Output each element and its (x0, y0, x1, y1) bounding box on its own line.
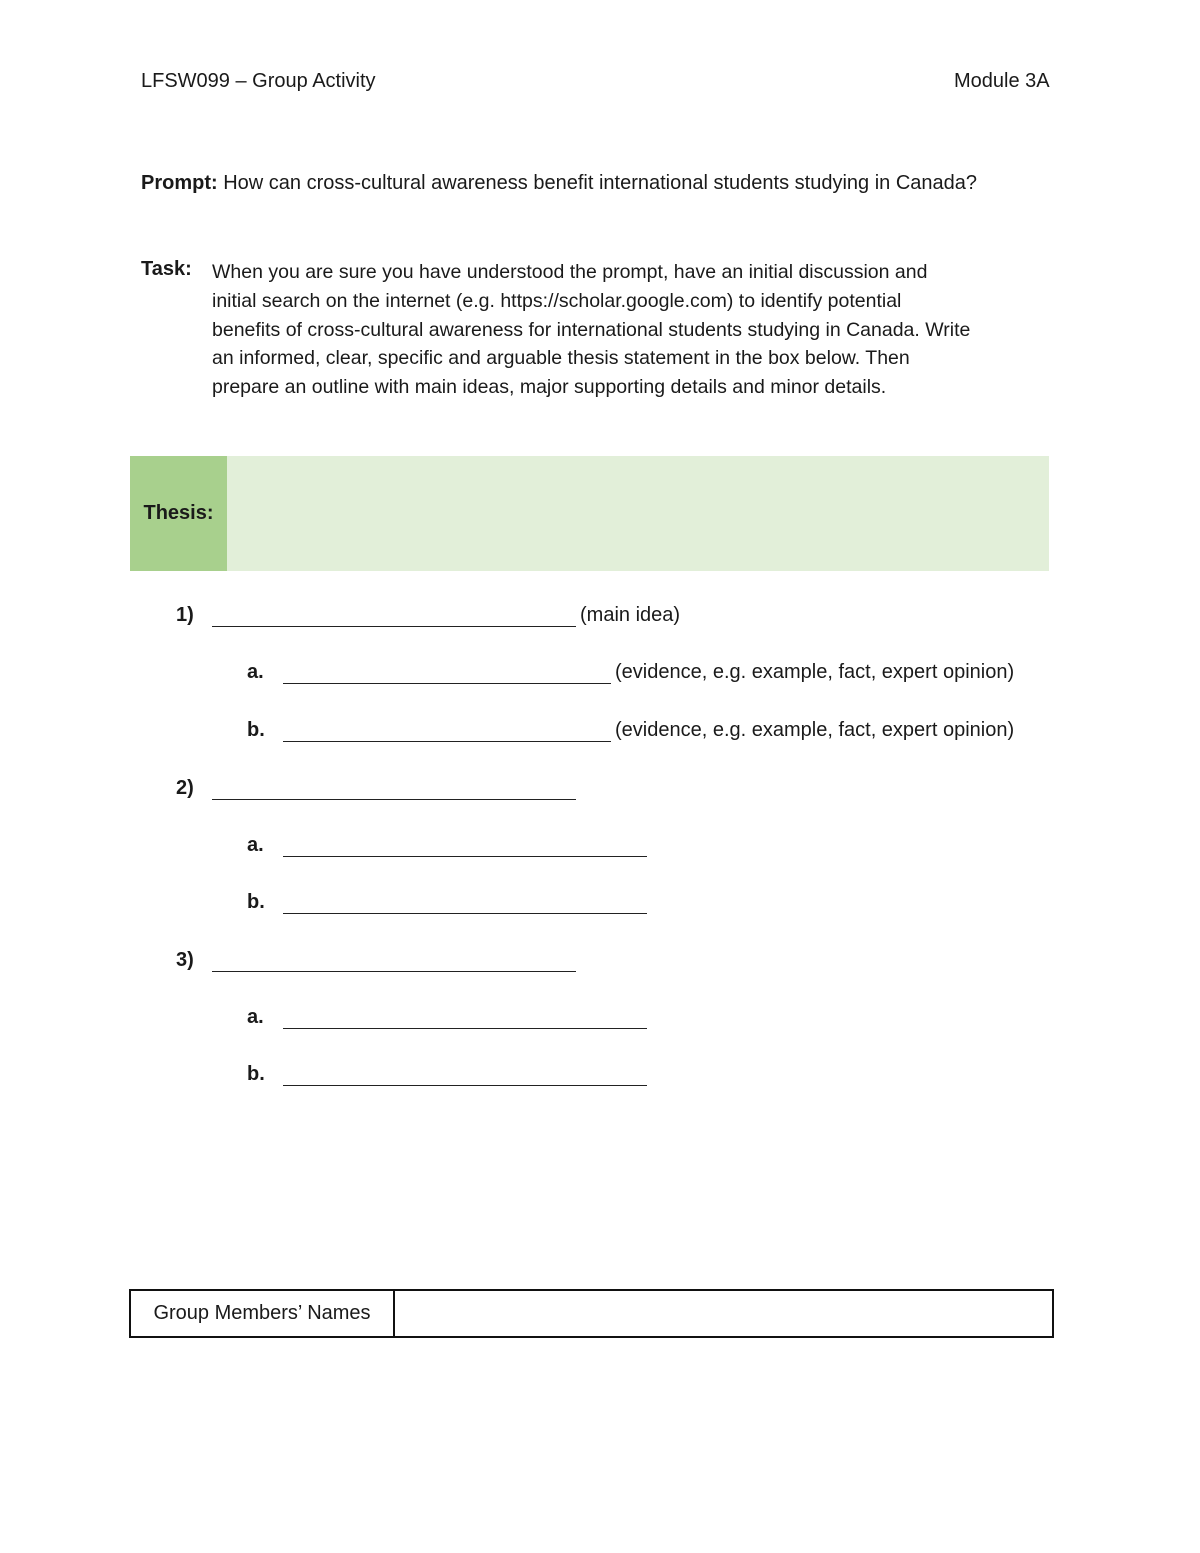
outline-item-number: 1) (176, 604, 194, 626)
task-line: prepare an outline with main ideas, major supporting details and minor details. (212, 376, 887, 399)
prompt-label: Prompt: (141, 172, 218, 194)
outline-main-idea-blank[interactable] (212, 971, 576, 972)
outline-sub-note: (evidence, e.g. example, fact, expert opinion) (615, 719, 1015, 741)
header-course-title: LFSW099 – Group Activity (141, 70, 376, 92)
thesis-label: Thesis: (130, 456, 227, 571)
outline-sub-letter: b. (247, 1063, 265, 1085)
outline-item-note: (main idea) (580, 604, 681, 626)
prompt-text: How can cross-cultural awareness benefit international students studying in Canada? (223, 172, 977, 194)
task-line: an informed, clear, specific and arguable thesis statement in the box below. Then (212, 347, 910, 370)
header-module: Module 3A (954, 70, 1050, 92)
task-line: initial search on the internet (e.g. https://scholar.google.com) to identify potential (212, 289, 902, 312)
outline-sub-letter: b. (247, 891, 265, 913)
thesis-field[interactable] (227, 456, 1049, 571)
group-members-field[interactable] (395, 1291, 1052, 1336)
outline-main-idea-blank[interactable] (212, 799, 576, 800)
outline-sub-letter: a. (247, 834, 264, 856)
outline-evidence-blank[interactable] (283, 856, 647, 857)
task-label: Task: (141, 258, 192, 280)
outline-sub-letter: b. (247, 719, 265, 741)
prompt (141, 172, 977, 195)
outline-item-number: 3) (176, 949, 194, 971)
group-members-label: Group Members’ Names (131, 1291, 395, 1336)
outline-evidence-blank[interactable] (283, 1085, 647, 1086)
outline-sub-note: (evidence, e.g. example, fact, expert opinion) (615, 661, 1015, 683)
outline-sub-letter: a. (247, 1006, 264, 1028)
outline-evidence-blank[interactable] (283, 1028, 647, 1029)
outline-evidence-blank[interactable] (283, 741, 611, 742)
task-instructions (212, 258, 1062, 402)
group-members-table (129, 1289, 1054, 1338)
outline-sub-letter: a. (247, 661, 264, 683)
outline-evidence-blank[interactable] (283, 913, 647, 914)
outline-main-idea-blank[interactable] (212, 626, 576, 627)
outline-item-number: 2) (176, 777, 194, 799)
outline-evidence-blank[interactable] (283, 683, 611, 684)
task-line: When you are sure you have understood the prompt, have an initial discussion and (212, 261, 928, 283)
task-line: benefits of cross-cultural awareness for international students studying in Canada. Write (212, 318, 971, 341)
